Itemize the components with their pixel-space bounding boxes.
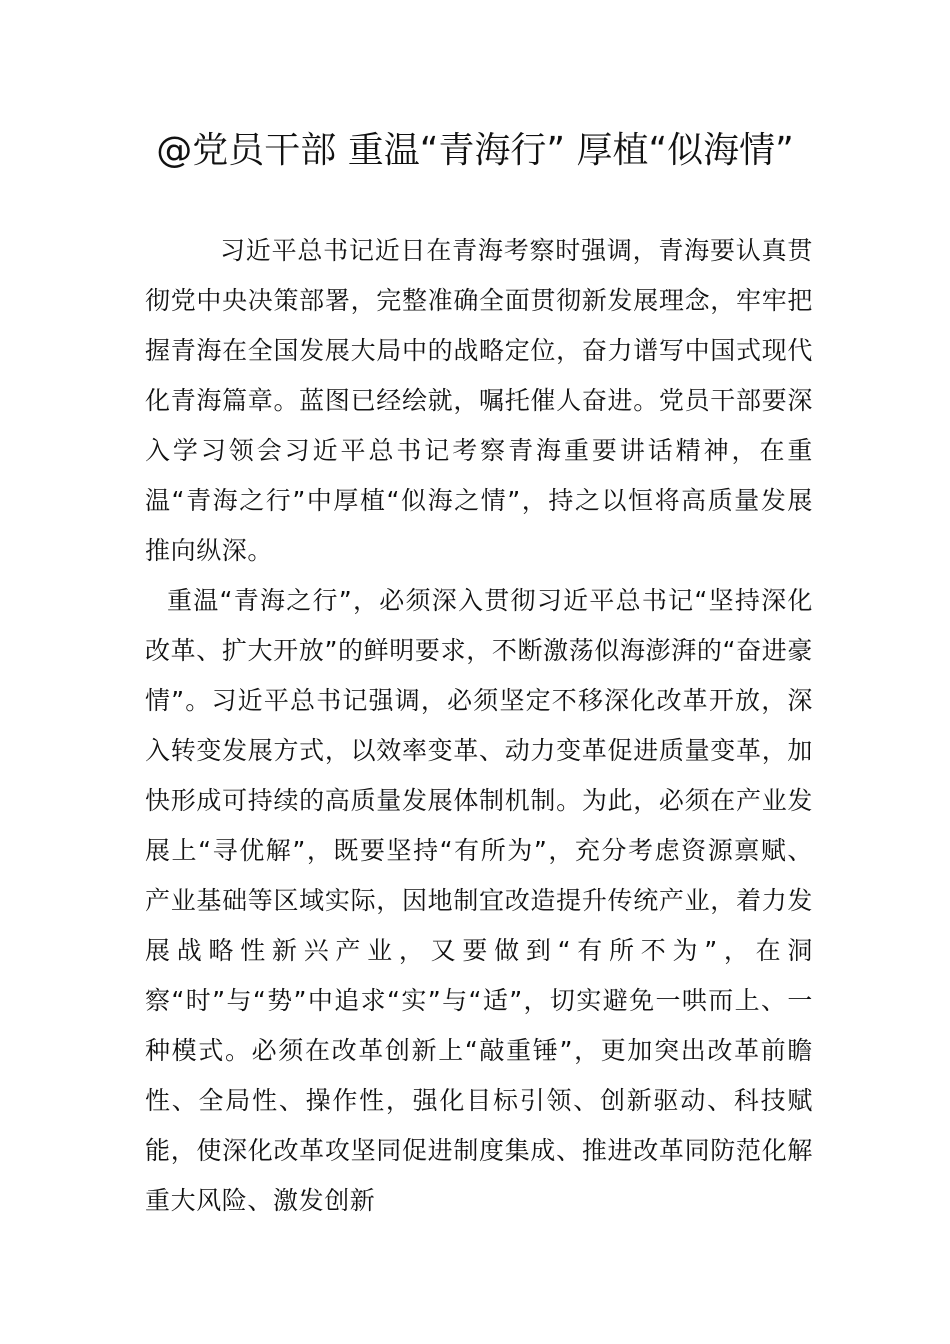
paragraph-1: 习近平总书记近日在青海考察时强调，青海要认真贯彻党中央决策部署，完整准确全面贯彻新发展理念，牢牢把握青海在全国发展大局中的战略定位，奋力谱写中国式现代化青海篇章。蓝图已经绘就，嘱托催人奋进。党员干部要深入学习领会习近平总书记考察青海重要讲话精神，在重温“青海之行”中厚植“似海之情”，持之以恒将高质量发展推向纵深。 xyxy=(145,236,813,565)
paragraph-2: 重温“青海之行”，必须深入贯彻习近平总书记“坚持深化改革、扩大开放”的鲜明要求，不断激荡似海澎湃的“奋进豪情”。习近平总书记强调，必须坚定不移深化改革开放，深入转变发展方式，以效率变革、动力变革促进质量变革，加快形成可持续的高质量发展体制机制。为此，必须在产业发展上“寻优解”，既要坚持“有所为”，充分考虑资源禀赋、产业基础等区域实际，因地制宜改造提升传统产业，着力发展战略性新兴产业，又要做到“有所不为”，在洞察“时”与“势”中追求“实”与“适”，切实避免一哄而上、一种模式。必须在改革创新上“敲重锤”，更加突出改革前瞻性、全局性、操作性，强化目标引领、创新驱动、科技赋能，使深化改革攻坚同促进制度集成、推进改革同防范化解重大风险、激发创新 xyxy=(145,586,813,1215)
document-body xyxy=(145,226,813,1226)
document-title: @党员干部 重温“青海行” 厚植“似海情” xyxy=(156,130,794,171)
